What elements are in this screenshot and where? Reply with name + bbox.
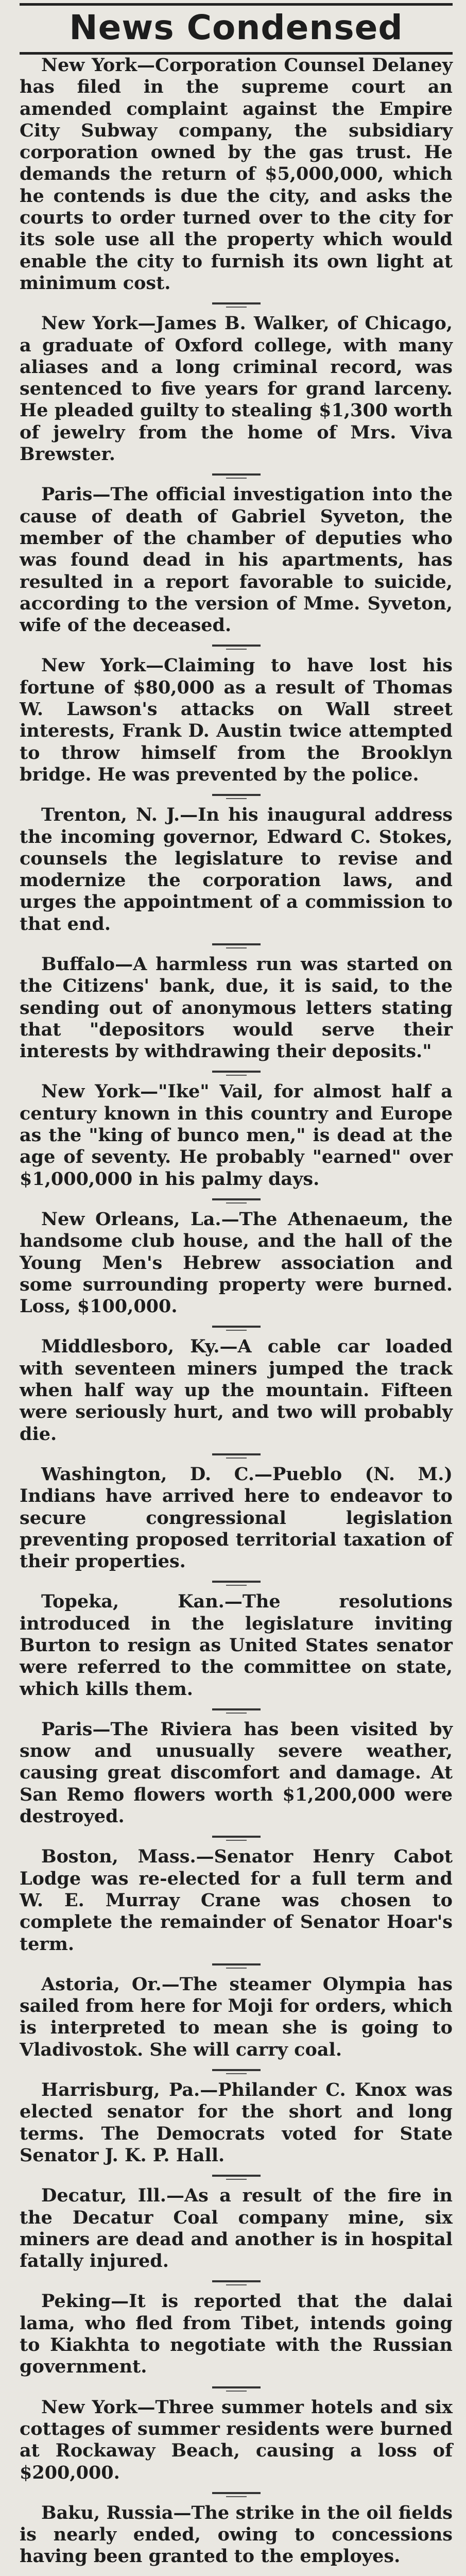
item-separator <box>20 935 453 954</box>
news-item: Topeka, Kan.—The resolutions introduced in the legislature inviting Burton to resign as United States senator were referred to the committee on state, which kills them. <box>20 1591 453 1700</box>
item-separator <box>20 294 453 313</box>
column-header <box>20 3 453 55</box>
page-title: News Condensed <box>69 8 403 47</box>
news-item: Trenton, N. J.—In his inaugural address the incoming governor, Edward C. Stokes, counsels the legislature to revise and modernize the corporation laws, and urges the appointment of a commission to that end. <box>20 804 453 935</box>
news-item: Paris—The Riviera has been visited by snow and unusually severe weather, causing great discomfort and damage. At San Remo flowers worth $1,200,000 were destroyed. <box>20 1718 453 1827</box>
item-separator <box>20 1955 453 1974</box>
item-separator <box>20 2568 453 2576</box>
item-separator <box>20 2166 453 2185</box>
news-item: New York—"Ike" Vail, for almost half a century known in this country and Europe as the "king of bunco men," is dead at the age of seventy. He probably "earned" over $1,000,000 in his palmy days. <box>20 1081 453 1190</box>
news-item: Middlesboro, Ky.—A cable car loaded with seventeen miners jumped the track when half way up the mountain. Fifteen were seriously hurt, and two will probably die. <box>20 1336 453 1445</box>
item-separator <box>20 1445 453 1464</box>
news-item: Peking—It is reported that the dalai lama, who fled from Tibet, intends going to Kiakhta to negotiate with the Russian government. <box>20 2291 453 2378</box>
news-item: New Orleans, La.—The Athenaeum, the handsome club house, and the hall of the Young Men's Hebrew association and some surrounding property were burned. Loss, $100,000. <box>20 1208 453 1317</box>
item-separator <box>20 786 453 804</box>
newspaper-column <box>0 3 466 2567</box>
news-item: Boston, Mass.—Senator Henry Cabot Lodge was re-elected for a full term and W. E. Murray Crane was chosen to complete the remainder of Senator Hoar's term. <box>20 1846 453 1955</box>
news-item: Baku, Russia—The strike in the oil fields is nearly ended, owing to concessions having been granted to the employes. <box>20 2502 453 2567</box>
news-item: Washington, D. C.—Pueblo (N. M.) Indians have arrived here to endeavor to secure congressional legislation preventing proposed territorial taxation of their properties. <box>20 1463 453 1572</box>
item-separator <box>20 1572 453 1591</box>
item-separator <box>20 1317 453 1336</box>
news-item: Astoria, Or.—The steamer Olympia has sailed from here for Moji for orders, which is interpreted to mean she is going to Vladivostok. She will carry coal. <box>20 1973 453 2060</box>
item-separator <box>20 1700 453 1719</box>
news-item: Paris—The official investigation into the cause of death of Gabriel Syveton, the member of the chamber of deputies who was found dead in his apartments, has resulted in a report favorable to suicide, according to the version of Mme. Syveton, wife of the deceased. <box>20 484 453 636</box>
news-item: Harrisburg, Pa.—Philander C. Knox was elected senator for the short and long terms. The Democrats voted for State Senator J. K. P. Hall. <box>20 2079 453 2166</box>
news-items <box>20 55 453 2576</box>
item-separator <box>20 2378 453 2397</box>
item-separator <box>20 2272 453 2291</box>
news-item: Buffalo—A harmless run was started on the Citizens' bank, due, it is said, to the sending out of anonymous letters stating that "depositors would serve their interests by withdrawing their deposits." <box>20 953 453 1062</box>
news-item: Decatur, Ill.—As a result of the fire in the Decatur Coal company mine, six miners are dead and another is in hospital fatally injured. <box>20 2185 453 2272</box>
item-separator <box>20 465 453 484</box>
news-item: New York—Three summer hotels and six cottages of summer residents were burned at Rockaway Beach, causing a loss of $200,000. <box>20 2396 453 2483</box>
item-separator <box>20 1827 453 1846</box>
item-separator <box>20 1062 453 1081</box>
item-separator <box>20 2484 453 2502</box>
news-item: New York—James B. Walker, of Chicago, a graduate of Oxford college, with many aliases and a long criminal record, was sentenced to five years for grand larceny. He pleaded guilty to stealing $1,300 worth of jewelry from the home of Mrs. Viva Brewster. <box>20 313 453 465</box>
item-separator <box>20 2061 453 2079</box>
news-item: New York—Corporation Counsel Delaney has filed in the supreme court an amended complaint against the Empire City Subway company, the subsidiary corporation owned by the gas trust. He demands the return of $5,000,000, which he contends is due the city, and asks the courts to order turned over to the city for its sole use all the property which would enable the city to furnish its own light at minimum cost. <box>20 55 453 294</box>
news-item: New York—Claiming to have lost his fortune of $80,000 as a result of Thomas W. Lawson's attacks on Wall street interests, Frank D. Austin twice attempted to throw himself from the Brooklyn bridge. He was prevented by the police. <box>20 655 453 785</box>
item-separator <box>20 636 453 655</box>
item-separator <box>20 1190 453 1209</box>
